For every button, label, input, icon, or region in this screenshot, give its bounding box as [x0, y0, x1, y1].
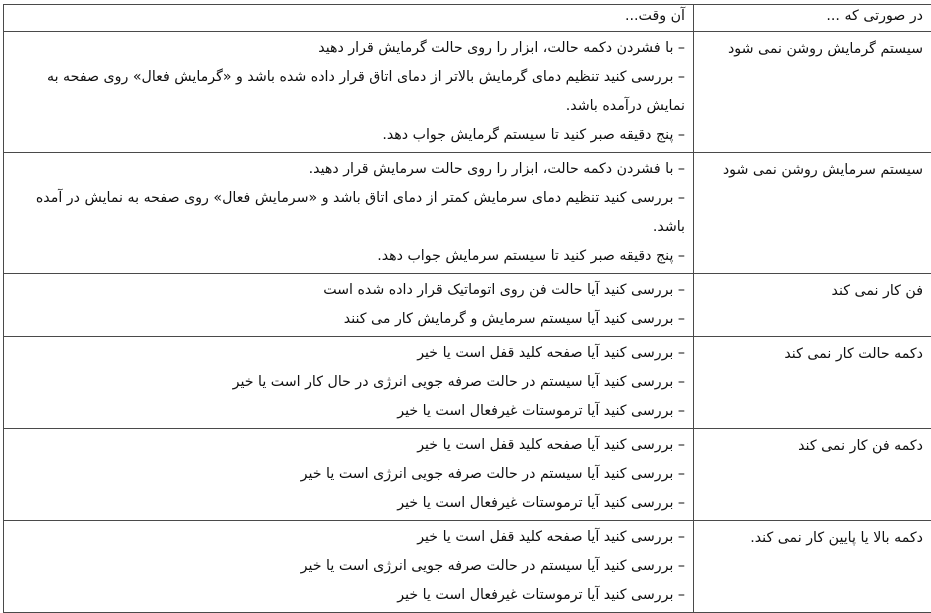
troubleshooting-table	[3, 4, 931, 613]
condition-cell: دکمه بالا یا پایین کار نمی کند.	[694, 521, 931, 613]
action-cell	[4, 274, 694, 337]
table-row	[4, 521, 931, 613]
action-item: – بررسی کنید آیا سیستم در حالت صرفه جویی انرژی است یا خیر	[12, 552, 685, 581]
header-row	[4, 5, 931, 32]
action-item: – بررسی کنید آیا صفحه کلید قفل است یا خیر	[12, 523, 685, 552]
action-item: – بررسی کنید آیا ترموستات غیرفعال است یا خیر	[12, 581, 685, 610]
table-row	[4, 429, 931, 521]
table-row	[4, 32, 931, 153]
action-item: – پنج دقیقه صبر کنید تا سیستم سرمایش جواب دهد.	[12, 242, 685, 271]
action-item: – بررسی کنید آیا سیستم سرمایش و گرمایش کار می کنند	[12, 305, 685, 334]
action-header: آن وقت...	[4, 5, 694, 32]
action-item: – بررسی کنید آیا سیستم در حالت صرفه جویی انرژی است یا خیر	[12, 460, 685, 489]
action-cell	[4, 337, 694, 429]
table-row	[4, 153, 931, 274]
action-item: – بررسی کنید آیا صفحه کلید قفل است یا خیر	[12, 431, 685, 460]
action-item: – پنج دقیقه صبر کنید تا سیستم گرمایش جواب دهد.	[12, 121, 685, 150]
condition-cell: دکمه حالت کار نمی کند	[694, 337, 931, 429]
action-cell	[4, 429, 694, 521]
action-item: – بررسی کنید تنظیم دمای سرمایش کمتر از دمای اتاق باشد و «سرمایش فعال» روی صفحه به نمایش در آمده باشد.	[12, 184, 685, 242]
action-cell	[4, 521, 694, 613]
action-cell	[4, 32, 694, 153]
condition-cell: فن کار نمی کند	[694, 274, 931, 337]
condition-cell: دکمه فن کار نمی کند	[694, 429, 931, 521]
action-item: – بررسی کنید آیا سیستم در حالت صرفه جویی انرژی در حال کار است یا خیر	[12, 368, 685, 397]
action-cell	[4, 153, 694, 274]
action-item: – بررسی کنید آیا ترموستات غیرفعال است یا خیر	[12, 489, 685, 518]
condition-header: در صورتی که ...	[694, 5, 931, 32]
action-item: – بررسی کنید آیا حالت فن روی اتوماتیک قرار داده شده است	[12, 276, 685, 305]
table-row	[4, 274, 931, 337]
action-item: – بررسی کنید آیا صفحه کلید قفل است یا خیر	[12, 339, 685, 368]
action-item: – بررسی کنید تنظیم دمای گرمایش بالاتر از دمای اتاق قرار داده شده باشد و «گرمایش فعال» روی صفحه به نمایش درآمده باشد.	[12, 63, 685, 121]
table-row	[4, 337, 931, 429]
condition-cell: سیستم گرمایش روشن نمی شود	[694, 32, 931, 153]
condition-cell: سیستم سرمایش روشن نمی شود	[694, 153, 931, 274]
action-item: – بررسی کنید آیا ترموستات غیرفعال است یا خیر	[12, 397, 685, 426]
action-item: – با فشردن دکمه حالت، ابزار را روی حالت گرمایش قرار دهید	[12, 34, 685, 63]
action-item: – با فشردن دکمه حالت، ابزار را روی حالت سرمایش قرار دهید.	[12, 155, 685, 184]
